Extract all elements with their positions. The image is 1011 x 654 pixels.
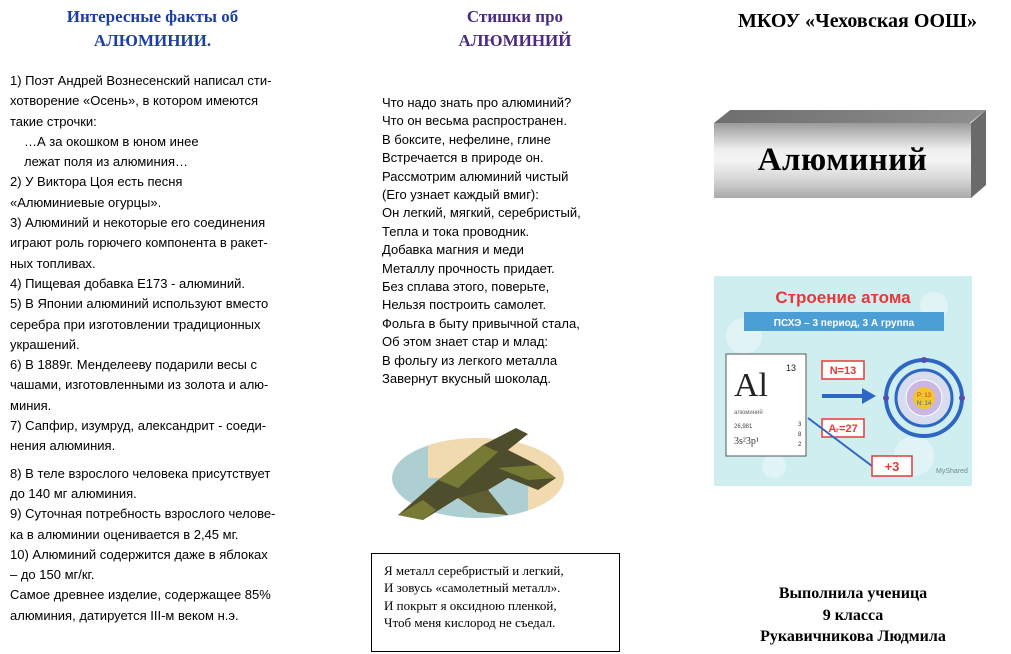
fact-line: 8) В теле взрослого человека присутствует [10,465,271,481]
airplane-illustration [388,420,568,525]
poem-line: Что он весьма распространен. [382,113,567,129]
valence: +3 [884,459,900,474]
poem-line: Рассмотрим алюминий чистый [382,168,569,184]
school-name: МКОУ «Чеховская ООШ» [738,10,977,32]
fact-line: 9) Суточная потребность взрослого челове- [10,506,276,522]
fact-line: 6) В 1889г. Менделееву подарили весы с [10,357,257,373]
fact-line: 4) Пищевая добавка Е173 - алюминий. [10,275,245,291]
fact-line: нения алюминия. [10,438,116,454]
quote-line: И покрыт я оксидною пленкой, [384,597,557,613]
element-shell-3: 2 [798,442,802,448]
poem-title [370,5,660,53]
watermark: MyShared [936,468,968,475]
fact-line: 2) У Виктора Цоя есть песня [10,174,183,190]
quote-line: И зовусь «самолетный металл». [384,580,561,596]
title-block-top-face [714,110,986,123]
poem-line: Металлу прочность придает. [382,260,555,276]
element-shell-1: 3 [798,422,802,428]
facts-title [10,5,295,53]
poem-title-line1: Стишки про [466,7,564,26]
fact-line: ных топливах. [10,255,96,271]
author-line2: 9 класса [822,606,884,624]
nucleus-neutrons: N: 14 [916,401,932,407]
quote-line: Чтоб меня кислород не съедал. [384,615,556,631]
fact-line: такие строчки: [10,113,97,129]
title-block-front-face [714,123,971,198]
poem-line: Что надо знать про алюминий? [382,95,572,110]
element-shell-2: 8 [798,432,802,438]
poem-title-line2: АЛЮМИНИЙ [458,31,572,50]
title-block [714,110,986,198]
fact-line: серебра при изготовлении традиционных [10,316,261,332]
fact-line: играют роль горючего компонента в ракет- [10,235,268,251]
facts-list [10,71,300,626]
poem-line: Тепла и тока проводник. [382,223,530,239]
fact-line: алюминия, датируется III-м веком н.э. [10,607,239,623]
element-name: алюминий [734,410,763,416]
atom-structure-image [714,276,972,486]
author-block [718,583,988,648]
fact-line: 3) Алюминий и некоторые его соединения [10,215,266,231]
fact-line: украшений. [10,336,80,352]
poem-line: Фольга в быту привычной стала, [382,315,580,331]
author-line1: Выполнила ученица [778,585,928,602]
fact-line: до 140 мг алюминия. [10,485,137,501]
element-atomic-mass: 26,981 [734,424,753,430]
fact-line: хотворение «Осень», в котором имеются [10,93,259,109]
facts-title-line1: Интересные факты об [66,7,239,26]
fact-line: 10) Алюминий содержится даже в яблоках [10,546,268,562]
document-title: Алюминий [757,142,928,178]
poem-line: В боксите, нефелине, глине [382,131,551,147]
nucleus-protons: P: 13 [916,393,932,399]
poem-line: Завернут вкусный шоколад. [382,371,551,387]
poem-line: Без сплава этого, поверьте, [382,279,550,295]
element-symbol: Al [734,367,768,404]
fact-quote-line: лежат поля из алюминия… [24,154,189,170]
fact-line: миния. [10,397,52,413]
fact-line: «Алюминиевые огурцы». [10,194,162,210]
fact-line: чашами, изготовленными из золота и алю- [10,377,269,393]
atom-heading: Строение атома [775,288,911,307]
fact-line: 5) В Японии алюминий используют вместо [10,296,269,312]
poem-line: (Его узнает каждый вмиг): [382,187,539,203]
poem-text [382,94,632,389]
poem-line: Об этом знает стар и млад: [382,334,549,350]
fact-line: 7) Сапфир, изумруд, александрит - соеди- [10,418,267,434]
fact-line: – до 150 мг/кг. [10,567,95,583]
poem-line: В фольгу из легкого металла [382,352,558,368]
facts-title-line2: АЛЮМИНИИ. [93,31,212,50]
fact-quote-line: …А за окошком в юном инее [24,133,199,149]
fact-line: ка в алюминии оценивается в 2,45 мг. [10,526,239,542]
poem-line: Встречается в природе он. [382,150,544,166]
neutron-count: N=13 [829,365,857,377]
atom-subheading: ПСХЭ – 3 период, 3 А группа [773,318,915,329]
quote-line: Я металл серебристый и легкий, [384,563,564,578]
poem-line: Нельзя построить самолет. [382,297,547,313]
mass-number: Aᵣ=27 [828,423,858,435]
poem-line: Добавка магния и меди [382,242,524,258]
fact-line: 1) Поэт Андрей Вознесенский написал сти- [10,73,272,88]
element-electron-config: 3s²3p¹ [734,436,759,447]
title-block-side-face [971,110,986,198]
author-name: Рукавичникова Людмила [760,628,946,645]
poem-line: Он легкий, мягкий, серебристый, [382,205,581,221]
fact-line: Самое древнее изделие, содержащее 85% [10,587,271,603]
quote-box [371,553,620,652]
element-atomic-number: 13 [786,363,797,373]
